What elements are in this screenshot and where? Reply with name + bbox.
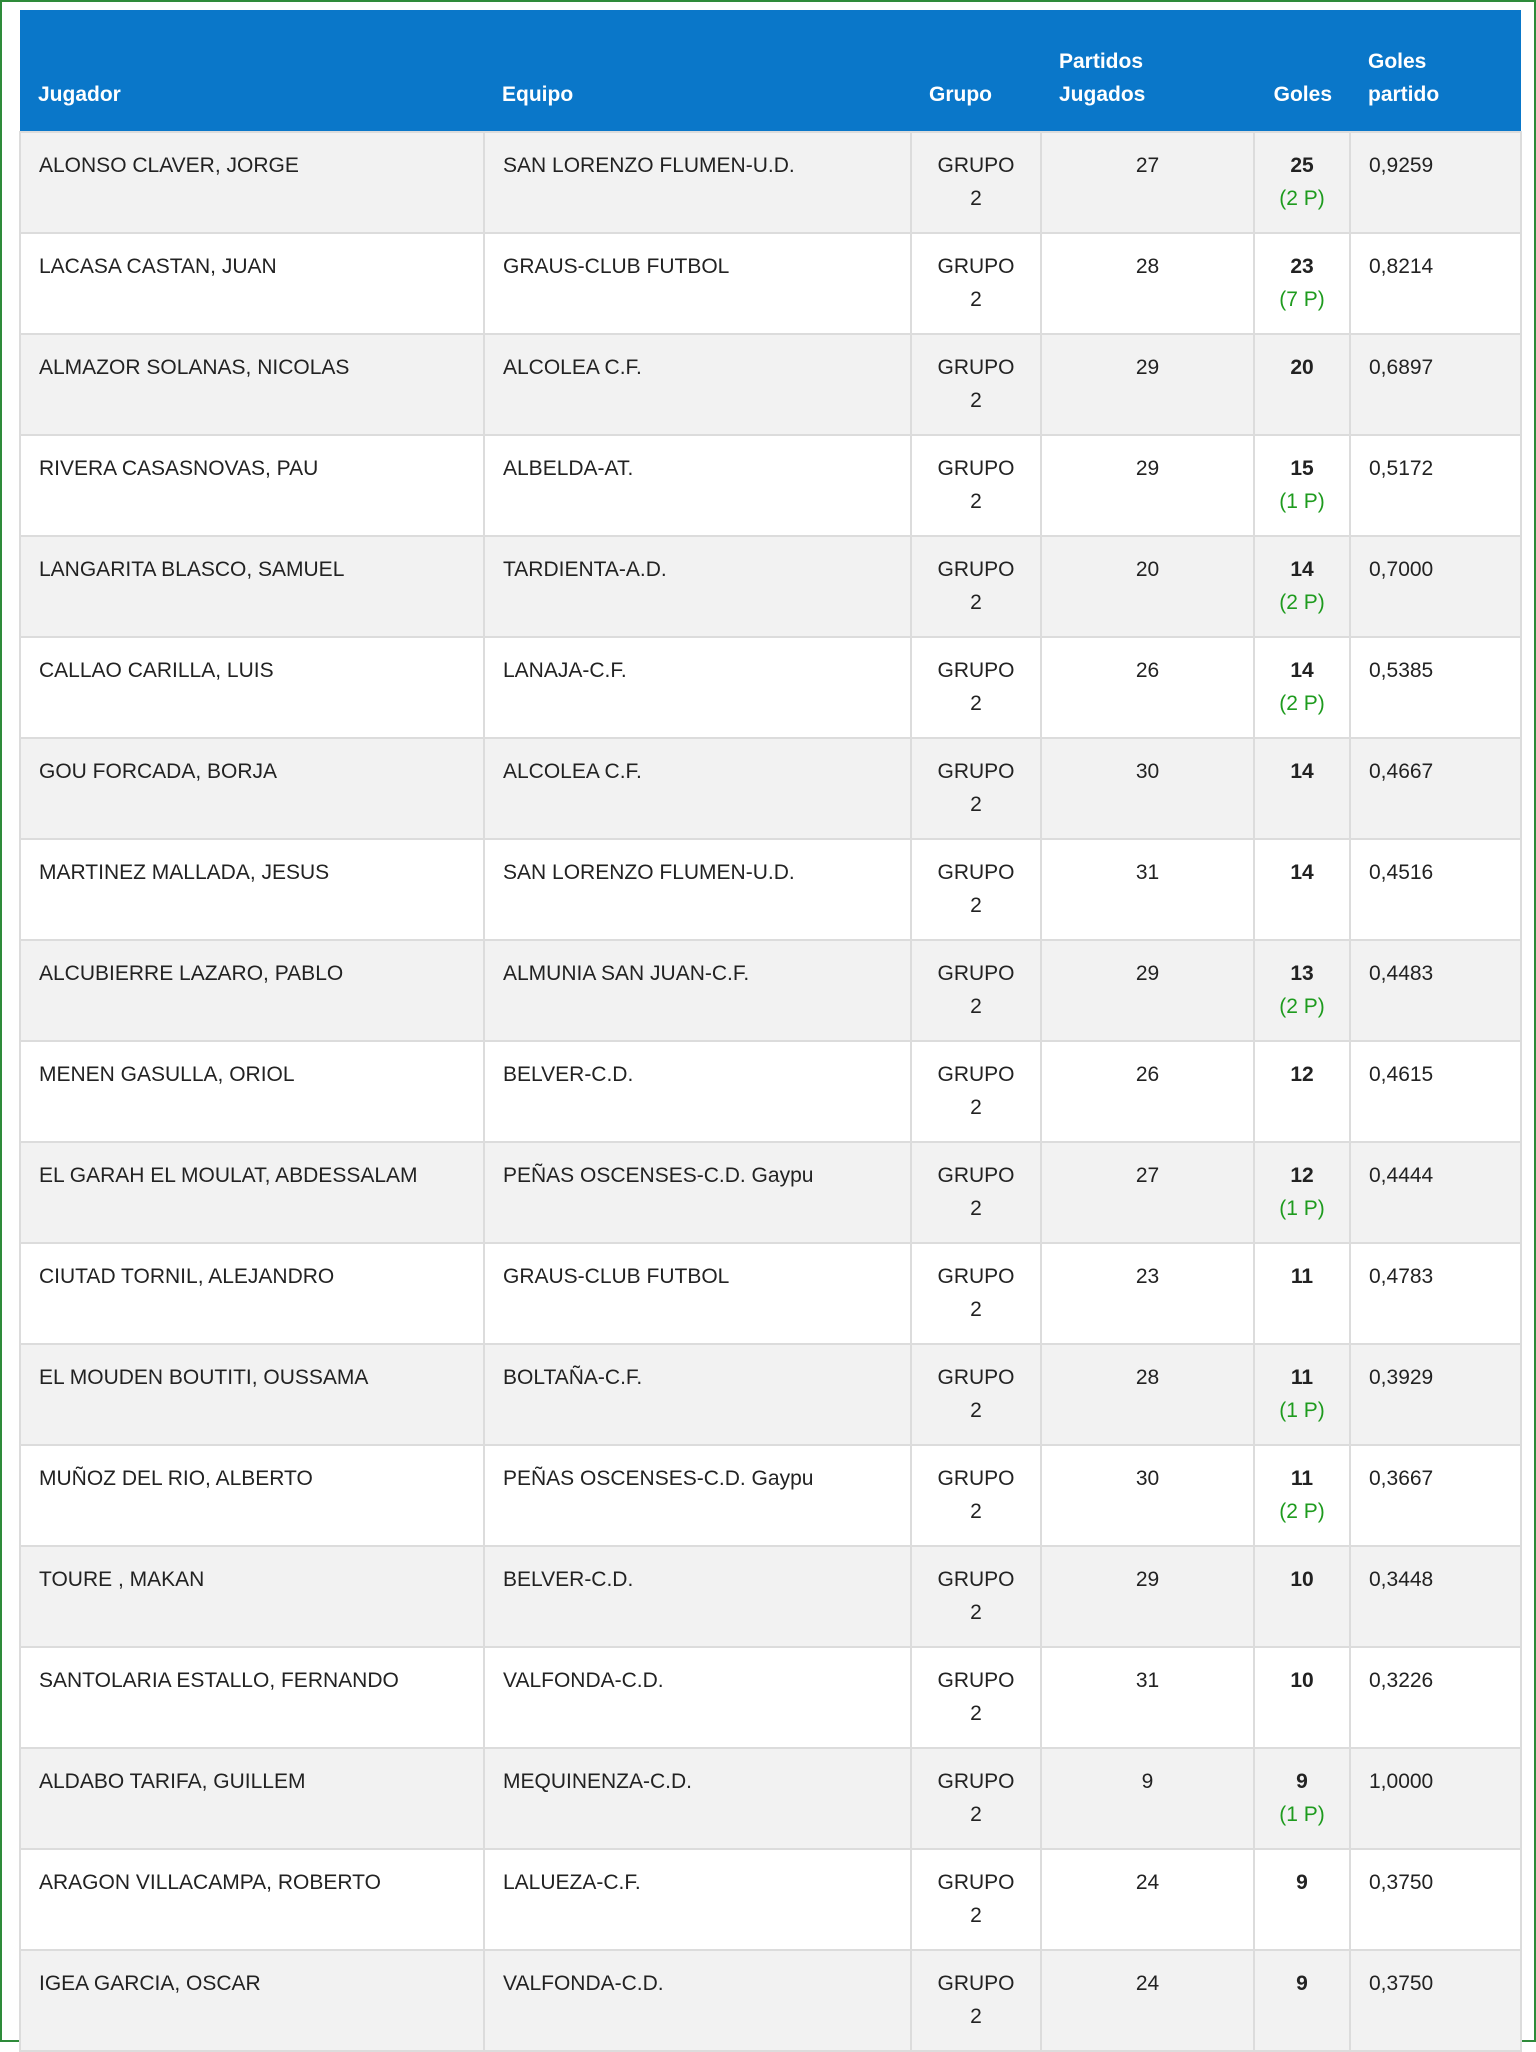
- goals-value: 9: [1296, 1871, 1308, 1894]
- goals-value: 10: [1290, 1568, 1314, 1591]
- goals-value: 15: [1290, 457, 1314, 480]
- team-name[interactable]: BELVER-C.D.: [484, 1546, 911, 1647]
- table-row: [20, 839, 1521, 940]
- goals-value: 11: [1290, 1467, 1314, 1490]
- table-row: [20, 1950, 1521, 2051]
- player-name[interactable]: TOURE , MAKAN: [20, 1546, 484, 1647]
- penalty-goals: (1 P): [1279, 1803, 1325, 1826]
- goals-cell: [1254, 435, 1350, 536]
- team-name[interactable]: VALFONDA-C.D.: [484, 1647, 911, 1748]
- player-name[interactable]: LACASA CASTAN, JUAN: [20, 233, 484, 334]
- goals-value: 20: [1290, 356, 1314, 379]
- team-name[interactable]: PEÑAS OSCENSES-C.D. Gaypu: [484, 1142, 911, 1243]
- matches-played: 31: [1041, 839, 1254, 940]
- player-name[interactable]: IGEA GARCIA, OSCAR: [20, 1950, 484, 2051]
- penalty-goals: (1 P): [1279, 1197, 1325, 1220]
- goals-per-match: 0,8214: [1350, 233, 1521, 334]
- group-cell: GRUPO 2: [911, 738, 1041, 839]
- table-row: [20, 132, 1521, 233]
- group-cell: GRUPO 2: [911, 1041, 1041, 1142]
- goals-value: 14: [1290, 760, 1314, 783]
- player-name[interactable]: ALONSO CLAVER, JORGE: [20, 132, 484, 233]
- goals-per-match: 0,5385: [1350, 637, 1521, 738]
- header-equipo[interactable]: Equipo: [484, 10, 911, 132]
- goals-per-match: 0,3667: [1350, 1445, 1521, 1546]
- goals-value: 25: [1290, 154, 1314, 177]
- group-cell: GRUPO 2: [911, 1142, 1041, 1243]
- team-name[interactable]: GRAUS-CLUB FUTBOL: [484, 1243, 911, 1344]
- player-name[interactable]: CALLAO CARILLA, LUIS: [20, 637, 484, 738]
- group-cell: GRUPO 2: [911, 334, 1041, 435]
- goals-cell: [1254, 536, 1350, 637]
- goals-cell: [1254, 637, 1350, 738]
- goals-per-match: 0,3929: [1350, 1344, 1521, 1445]
- group-cell: GRUPO 2: [911, 940, 1041, 1041]
- group-cell: GRUPO 2: [911, 1849, 1041, 1950]
- matches-played: 30: [1041, 738, 1254, 839]
- goals-cell: [1254, 839, 1350, 940]
- penalty-goals: (2 P): [1279, 1500, 1325, 1523]
- goals-cell: [1254, 1748, 1350, 1849]
- penalty-goals: (2 P): [1279, 187, 1325, 210]
- header-jugador[interactable]: Jugador: [20, 10, 484, 132]
- team-name[interactable]: BELVER-C.D.: [484, 1041, 911, 1142]
- matches-played: 26: [1041, 637, 1254, 738]
- group-cell: GRUPO 2: [911, 435, 1041, 536]
- player-name[interactable]: CIUTAD TORNIL, ALEJANDRO: [20, 1243, 484, 1344]
- table-row: [20, 1849, 1521, 1950]
- team-name[interactable]: TARDIENTA-A.D.: [484, 536, 911, 637]
- penalty-goals: (2 P): [1279, 591, 1325, 614]
- table-body: [20, 132, 1521, 2051]
- team-name[interactable]: GRAUS-CLUB FUTBOL: [484, 233, 911, 334]
- goals-value: 13: [1290, 962, 1314, 985]
- group-cell: GRUPO 2: [911, 1647, 1041, 1748]
- player-name[interactable]: SANTOLARIA ESTALLO, FERNANDO: [20, 1647, 484, 1748]
- goals-value: 11: [1290, 1366, 1314, 1389]
- header-grupo[interactable]: Grupo: [911, 10, 1041, 132]
- table-row: [20, 1647, 1521, 1748]
- goals-cell: [1254, 1445, 1350, 1546]
- matches-played: 23: [1041, 1243, 1254, 1344]
- team-name[interactable]: BOLTAÑA-C.F.: [484, 1344, 911, 1445]
- team-name[interactable]: ALBELDA-AT.: [484, 435, 911, 536]
- group-cell: GRUPO 2: [911, 1950, 1041, 2051]
- player-name[interactable]: ARAGON VILLACAMPA, ROBERTO: [20, 1849, 484, 1950]
- group-cell: GRUPO 2: [911, 1748, 1041, 1849]
- goals-value: 11: [1290, 1265, 1314, 1288]
- goals-per-match: 0,4783: [1350, 1243, 1521, 1344]
- goals-cell: [1254, 1546, 1350, 1647]
- goals-per-match: 0,4667: [1350, 738, 1521, 839]
- goals-per-match: 0,4615: [1350, 1041, 1521, 1142]
- header-partidos-jugados[interactable]: Partidos Jugados: [1041, 10, 1254, 132]
- group-cell: GRUPO 2: [911, 1344, 1041, 1445]
- goals-cell: [1254, 1243, 1350, 1344]
- goals-cell: [1254, 1849, 1350, 1950]
- player-name[interactable]: MARTINEZ MALLADA, JESUS: [20, 839, 484, 940]
- matches-played: 29: [1041, 1546, 1254, 1647]
- goals-value: 14: [1290, 861, 1314, 884]
- goals-per-match: 0,5172: [1350, 435, 1521, 536]
- matches-played: 24: [1041, 1849, 1254, 1950]
- player-name[interactable]: ALMAZOR SOLANAS, NICOLAS: [20, 334, 484, 435]
- team-name[interactable]: PEÑAS OSCENSES-C.D. Gaypu: [484, 1445, 911, 1546]
- goals-per-match: 0,4444: [1350, 1142, 1521, 1243]
- goals-cell: [1254, 1041, 1350, 1142]
- goals-cell: [1254, 738, 1350, 839]
- table-row: [20, 334, 1521, 435]
- table-row: [20, 637, 1521, 738]
- goals-cell: [1254, 940, 1350, 1041]
- goals-value: 12: [1290, 1063, 1314, 1086]
- matches-played: 24: [1041, 1950, 1254, 2051]
- team-name[interactable]: MEQUINENZA-C.D.: [484, 1748, 911, 1849]
- matches-played: 31: [1041, 1647, 1254, 1748]
- table-row: [20, 1041, 1521, 1142]
- table-header-row: [20, 10, 1521, 132]
- goals-per-match: 0,4516: [1350, 839, 1521, 940]
- player-name[interactable]: ALDABO TARIFA, GUILLEM: [20, 1748, 484, 1849]
- goals-value: 14: [1290, 659, 1314, 682]
- matches-played: 27: [1041, 1142, 1254, 1243]
- goals-cell: [1254, 233, 1350, 334]
- matches-played: 29: [1041, 435, 1254, 536]
- table-row: [20, 1546, 1521, 1647]
- goals-per-match: 0,3750: [1350, 1950, 1521, 2051]
- matches-played: 28: [1041, 1344, 1254, 1445]
- header-goles[interactable]: Goles: [1254, 10, 1350, 132]
- player-name[interactable]: MUÑOZ DEL RIO, ALBERTO: [20, 1445, 484, 1546]
- table-row: [20, 233, 1521, 334]
- group-cell: GRUPO 2: [911, 536, 1041, 637]
- goals-per-match: 0,6897: [1350, 334, 1521, 435]
- group-cell: GRUPO 2: [911, 233, 1041, 334]
- goals-cell: [1254, 1344, 1350, 1445]
- goals-per-match: 0,7000: [1350, 536, 1521, 637]
- goals-value: 12: [1290, 1164, 1314, 1187]
- penalty-goals: (7 P): [1279, 288, 1325, 311]
- team-name[interactable]: VALFONDA-C.D.: [484, 1950, 911, 2051]
- player-name[interactable]: MENEN GASULLA, ORIOL: [20, 1041, 484, 1142]
- matches-played: 30: [1041, 1445, 1254, 1546]
- group-cell: GRUPO 2: [911, 1445, 1041, 1546]
- team-name[interactable]: SAN LORENZO FLUMEN-U.D.: [484, 839, 911, 940]
- goals-value: 14: [1290, 558, 1314, 581]
- header-goles-partido[interactable]: Goles partido: [1350, 10, 1521, 132]
- team-name[interactable]: LALUEZA-C.F.: [484, 1849, 911, 1950]
- player-name[interactable]: EL MOUDEN BOUTITI, OUSSAMA: [20, 1344, 484, 1445]
- goals-per-match: 0,3226: [1350, 1647, 1521, 1748]
- table-row: [20, 435, 1521, 536]
- matches-played: 27: [1041, 132, 1254, 233]
- team-name[interactable]: ALCOLEA C.F.: [484, 738, 911, 839]
- table-row: [20, 940, 1521, 1041]
- goals-cell: [1254, 1647, 1350, 1748]
- group-cell: GRUPO 2: [911, 1546, 1041, 1647]
- team-name[interactable]: LANAJA-C.F.: [484, 637, 911, 738]
- matches-played: 28: [1041, 233, 1254, 334]
- group-cell: GRUPO 2: [911, 1243, 1041, 1344]
- goals-cell: [1254, 1950, 1350, 2051]
- penalty-goals: (1 P): [1279, 490, 1325, 513]
- goals-cell: [1254, 334, 1350, 435]
- goals-value: 9: [1296, 1770, 1308, 1793]
- group-cell: GRUPO 2: [911, 839, 1041, 940]
- goals-per-match: 0,3750: [1350, 1849, 1521, 1950]
- goals-value: 9: [1296, 1972, 1308, 1995]
- player-name[interactable]: GOU FORCADA, BORJA: [20, 738, 484, 839]
- team-name[interactable]: ALMUNIA SAN JUAN-C.F.: [484, 940, 911, 1041]
- table-row: [20, 1748, 1521, 1849]
- goals-cell: [1254, 1142, 1350, 1243]
- player-name[interactable]: ALCUBIERRE LAZARO, PABLO: [20, 940, 484, 1041]
- group-cell: GRUPO 2: [911, 637, 1041, 738]
- goals-per-match: 0,3448: [1350, 1546, 1521, 1647]
- goals-per-match: 1,0000: [1350, 1748, 1521, 1849]
- penalty-goals: (2 P): [1279, 692, 1325, 715]
- matches-played: 20: [1041, 536, 1254, 637]
- table-row: [20, 1243, 1521, 1344]
- goals-value: 10: [1290, 1669, 1314, 1692]
- group-cell: GRUPO 2: [911, 132, 1041, 233]
- goals-cell: [1254, 132, 1350, 233]
- player-name[interactable]: EL GARAH EL MOULAT, ABDESSALAM: [20, 1142, 484, 1243]
- table-row: [20, 536, 1521, 637]
- matches-played: 9: [1041, 1748, 1254, 1849]
- table-row: [20, 1142, 1521, 1243]
- table-row: [20, 738, 1521, 839]
- player-name[interactable]: LANGARITA BLASCO, SAMUEL: [20, 536, 484, 637]
- penalty-goals: (1 P): [1279, 1399, 1325, 1422]
- goals-per-match: 0,9259: [1350, 132, 1521, 233]
- table-row: [20, 1344, 1521, 1445]
- scorers-table: [19, 10, 1522, 2052]
- team-name[interactable]: ALCOLEA C.F.: [484, 334, 911, 435]
- matches-played: 26: [1041, 1041, 1254, 1142]
- team-name[interactable]: SAN LORENZO FLUMEN-U.D.: [484, 132, 911, 233]
- table-row: [20, 1445, 1521, 1546]
- matches-played: 29: [1041, 940, 1254, 1041]
- player-name[interactable]: RIVERA CASASNOVAS, PAU: [20, 435, 484, 536]
- penalty-goals: (2 P): [1279, 995, 1325, 1018]
- goals-per-match: 0,4483: [1350, 940, 1521, 1041]
- goals-value: 23: [1290, 255, 1314, 278]
- matches-played: 29: [1041, 334, 1254, 435]
